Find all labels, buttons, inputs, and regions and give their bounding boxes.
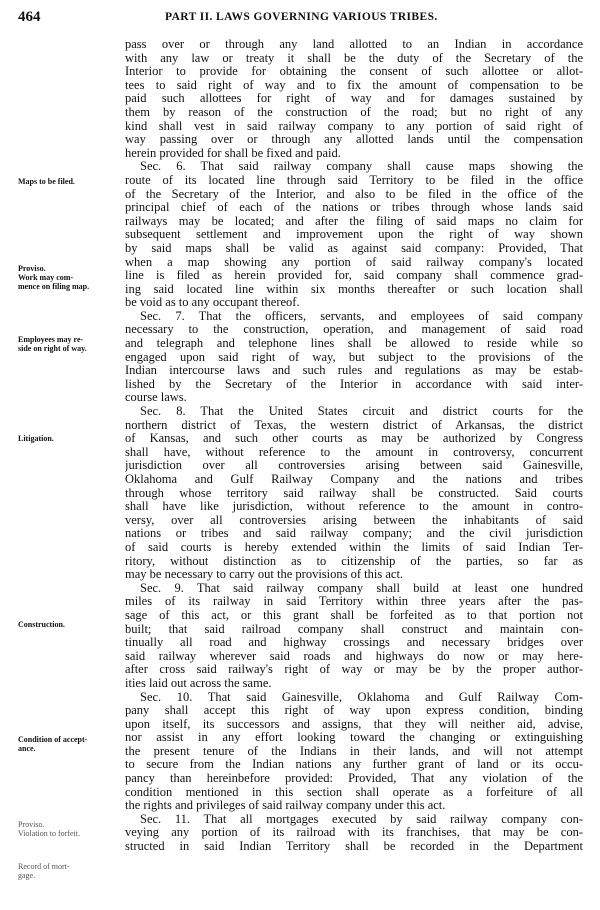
text-line: shall have, without reference to the amount in controversy, concurrent — [125, 445, 583, 459]
margin-note-condition: Condition of accept- ance. — [18, 735, 88, 753]
text-line: line is filed as herein provided for, said company shall commence grad- — [125, 269, 583, 283]
text-line: when a map showing any portion of said railway company's located — [125, 255, 583, 269]
text-line: route of its located line through said Territory to be filed in the office — [125, 173, 583, 187]
section-6-start: Sec. 6. That said railway company shall cause maps showing the — [140, 160, 583, 174]
page-number: 464 — [18, 9, 41, 25]
text-line: ritory, without distinction as to citizenship of the parties, so far as — [125, 554, 583, 568]
margin-note-proviso-violation: Proviso. Violation to forfeit. — [18, 820, 80, 838]
text-line: of the Secretary of the Interior, and also to be filed in the office of the — [125, 187, 583, 201]
text-line: versy, over all controversies arising between the inhabitants of said — [125, 513, 583, 527]
text-line: pancy than hereinbefore provided: Provided, That any violation of the — [125, 772, 583, 786]
section-8-start: Sec. 8. That the United States circuit and district courts for the — [140, 405, 583, 419]
text-line: and telegraph and telephone lines shall be allowed to reside while so — [125, 337, 583, 351]
margin-note-employees: Employees may re- side on right of way. — [18, 335, 87, 353]
margin-note-maps: Maps to be filed. — [18, 177, 75, 186]
text-line: may be necessary to carry out the provisions of this act. — [125, 568, 404, 582]
text-line: paid such allottees for right of way and for damages sustained by — [125, 92, 583, 106]
text-line: of Kansas, and such other courts as may be authorized by Congress — [125, 432, 583, 446]
text-line: principal chief of each of the nations or tribes through whose lands said — [125, 201, 583, 215]
text-line: nor assist in any effort looking toward the changing or extinguishing — [125, 731, 583, 745]
text-line: structed in said Indian Territory shall be recorded in the Department — [125, 840, 583, 854]
text-line: the rights and privileges of said railway company under this act. — [125, 799, 446, 813]
running-head — [18, 9, 584, 29]
text-line: ing said located line within six months thereafter or such location shall — [125, 282, 583, 296]
text-line: after cross said railway's right of way or may be by the proper author- — [125, 663, 583, 677]
text-line: nations or tribes and said railway company; and the civil jurisdiction — [125, 527, 583, 541]
body-text — [125, 38, 583, 854]
text-line: upon itself, its successors and assigns, that they will neither aid, advise, — [125, 717, 583, 731]
text-line: through whose territory said railway shall be constructed. Said courts — [125, 486, 583, 500]
text-line: necessary to the construction, operation, and management of said road — [125, 323, 583, 337]
text-line: jurisdiction over all controversies arising between said Gainesville, — [125, 459, 583, 473]
text-line: engaged upon said right of way, but subject to the provisions of the — [125, 350, 583, 364]
text-line: veying any portion of its railroad with its franchises, that may be con- — [125, 826, 583, 840]
text-line: Oklahoma and Gulf Railway Company and the nations and tribes — [125, 473, 583, 486]
text-line: lished by the Secretary of the Interior in accordance with said inter- — [125, 377, 583, 391]
text-line: Interior to provide for obtaining the consent of such allottee or allot- — [125, 65, 583, 79]
text-line: course laws. — [125, 391, 187, 405]
text-line: kind shall vest in said railway company to any portion of said right of — [125, 119, 583, 133]
section-11-start: Sec. 11. That all mortgages executed by said railway company con- — [140, 812, 583, 826]
text-line: built; that said railroad company shall construct and maintain con- — [125, 622, 583, 636]
text-line: by said maps shall be valid as against said company: Provided, That — [125, 241, 583, 255]
section-7-start: Sec. 7. That the officers, servants, and employees of said company — [140, 309, 583, 323]
margin-note-construction: Construction. — [18, 620, 65, 629]
text-line: tinually all road and highway crossings and necessary bridges over — [125, 636, 583, 650]
text-line: Indian intercourse laws and such rules and regulations as may be estab- — [125, 364, 583, 378]
text-line: herein provided for shall be fixed and paid. — [125, 146, 341, 160]
text-line: way passing over or through any allotted lands until the compensation — [125, 133, 583, 147]
text-line: them by reason of the construction of the road; but no right of any — [125, 105, 583, 119]
section-10-start: Sec. 10. That said Gainesville, Oklahoma and Gulf Railway Com- — [140, 690, 583, 704]
margin-note-mortgage: Record of mort- gage. — [18, 862, 70, 880]
text-line: said railway wherever said roads and highways do now or may here- — [125, 649, 583, 663]
text-line: railways may be located; and after the filing of said maps no claim for — [125, 214, 583, 228]
margin-note-proviso-work: Proviso. Work may com- mence on filing map. — [18, 264, 90, 291]
text-line: tees to said right of way and to fix the amount of compensation to be — [125, 78, 583, 92]
text-line: pany shall accept this right of way upon express condition, binding — [125, 704, 583, 718]
text-line: pass over or through any land allotted to an Indian in accordance — [125, 38, 583, 51]
text-line: ities laid out across the same. — [125, 676, 272, 690]
margin-note-litigation: Litigation. — [18, 434, 54, 443]
running-title: PART II. LAWS GOVERNING VARIOUS TRIBES. — [165, 11, 438, 23]
text-line: subsequent settlement and improvement upon the right of way shown — [125, 228, 583, 242]
text-line: with any law or treaty it shall be the duty of the Secretary of the — [125, 51, 583, 65]
text-line: shall have like jurisdiction, without reference to the amount in contro- — [125, 500, 583, 514]
text-line: to secure from the Indian nations any further grant of land or its occu- — [125, 758, 583, 772]
text-line: be void as to any occupant thereof. — [125, 296, 300, 310]
text-line: northern district of Texas, the western district of Arkansas, the district — [125, 418, 583, 432]
text-line: of said courts is hereby extended within the limits of said Indian Ter- — [125, 540, 583, 554]
text-line: sage of this act, or this grant shall be forfeited as to that portion not — [125, 608, 583, 622]
text-line: miles of its railway in said Territory within three years after the pas- — [125, 595, 583, 609]
section-9-start: Sec. 9. That said railway company shall build at least one hundred — [140, 581, 583, 595]
text-line: the present tenure of the Indians in their lands, and will not attempt — [125, 744, 583, 758]
text-line: condition mentioned in this section shall operate as a forfeiture of all — [125, 785, 583, 799]
